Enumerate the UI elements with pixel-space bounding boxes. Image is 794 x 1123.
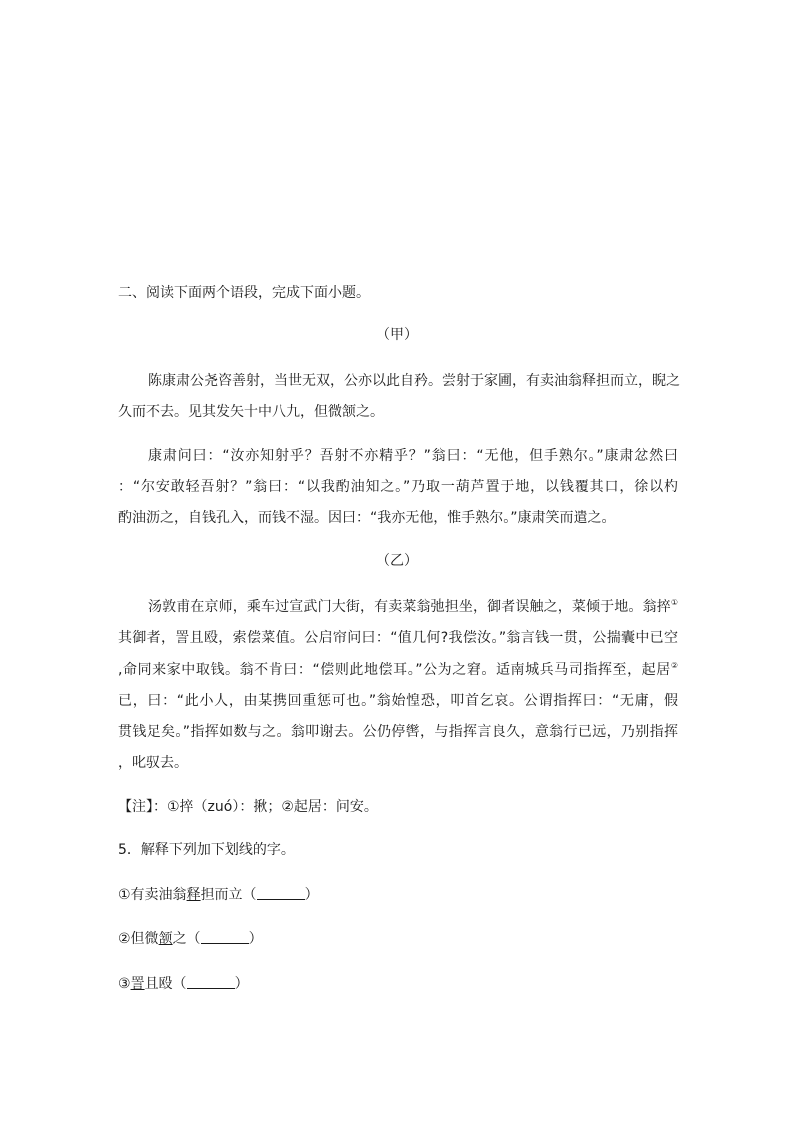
passage-b-label: （乙） — [376, 553, 418, 569]
passage-b-line2: 其御者，詈且殴，索偿菜值。公启帘问曰：“值几何?我偿汝。”翁言钱一贯，公揣囊中已空 — [118, 630, 678, 646]
footnote-marker-2: ② — [670, 661, 678, 670]
annotation-note: 【注】：①捽（zuó）：揪；②起居：问安。 — [118, 799, 378, 815]
item-3-suffix: 且殴（ — [144, 976, 187, 992]
item-3-prefix: ③ — [118, 976, 131, 992]
passage-a-p2-line2: ：“尔安敢轻吾射？”翁曰：“以我酌油知之。”乃取一葫芦置于地，以钱覆其口，徐以杓 — [118, 479, 678, 495]
section-heading: 二、阅读下面两个语段，完成下面小题。 — [118, 285, 370, 301]
answer-blank-1[interactable] — [257, 887, 305, 900]
question-item-1 — [118, 885, 678, 905]
item-2-suffix: 之（ — [172, 931, 201, 947]
question-title: 5．解释下列加下划线的字。 — [118, 842, 295, 858]
item-2-target: 颔 — [158, 931, 173, 947]
passage-a-p2-line3: 酌油沥之，自钱孔入，而钱不湿。因曰：“我亦无他，惟手熟尔。”康肃笑而遣之。 — [118, 510, 616, 526]
passage-a-label: （甲） — [376, 327, 418, 343]
passage-a-p1-line2: 久而不去。见其发矢十中八九，但微颔之。 — [118, 404, 384, 420]
item-1-close: ） — [304, 887, 319, 903]
answer-blank-2[interactable] — [201, 931, 249, 944]
answer-blank-3[interactable] — [187, 976, 235, 989]
question-item-3 — [118, 974, 678, 994]
item-3-close: ） — [234, 976, 249, 992]
item-2-prefix: ②但微 — [118, 931, 159, 947]
item-1-suffix: 担而立（ — [200, 887, 257, 903]
item-1-prefix: ①有卖油翁 — [118, 887, 187, 903]
passage-a-p2-line1: 康肃问曰：“汝亦知射乎？吾射不亦精乎？”翁曰：“无他，但手熟尔。”康肃忿然曰 — [148, 448, 678, 464]
passage-a-p1-line1: 陈康肃公尧咨善射，当世无双，公亦以此自矜。尝射于家圃，有卖油翁释担而立，睨之 — [148, 373, 680, 389]
item-1-target: 释 — [186, 887, 201, 903]
passage-b-line5: 贯钱足矣。”指挥如数与之。翁叩谢去。公仍停辔，与指挥言良久，意翁行已远，乃别指挥 — [118, 724, 678, 740]
passage-b-line3-text: ,命同来家中取钱。翁不肯曰：“偿则此地偿耳。”公为之窘。适南城兵马司指挥至，起居 — [118, 662, 671, 678]
passage-b-line3 — [118, 660, 678, 680]
question-item-2 — [118, 929, 678, 949]
passage-b-line1-text: 汤敦甫在京师，乘车过宣武门大街，有卖菜翁弛担坐，御者误触之，菜倾于地。翁捽 — [148, 599, 671, 615]
passage-b-line6: ，叱驭去。 — [118, 755, 188, 771]
passage-b-line1 — [148, 597, 678, 617]
passage-b-line4: 已，曰：“此小人，由某携回重惩可也。”翁始惶恐，叩首乞哀。公谓指挥曰：“无庸，假 — [118, 693, 678, 709]
item-2-close: ） — [248, 931, 263, 947]
footnote-marker-1: ① — [670, 598, 678, 607]
item-3-target: 詈 — [130, 976, 145, 992]
